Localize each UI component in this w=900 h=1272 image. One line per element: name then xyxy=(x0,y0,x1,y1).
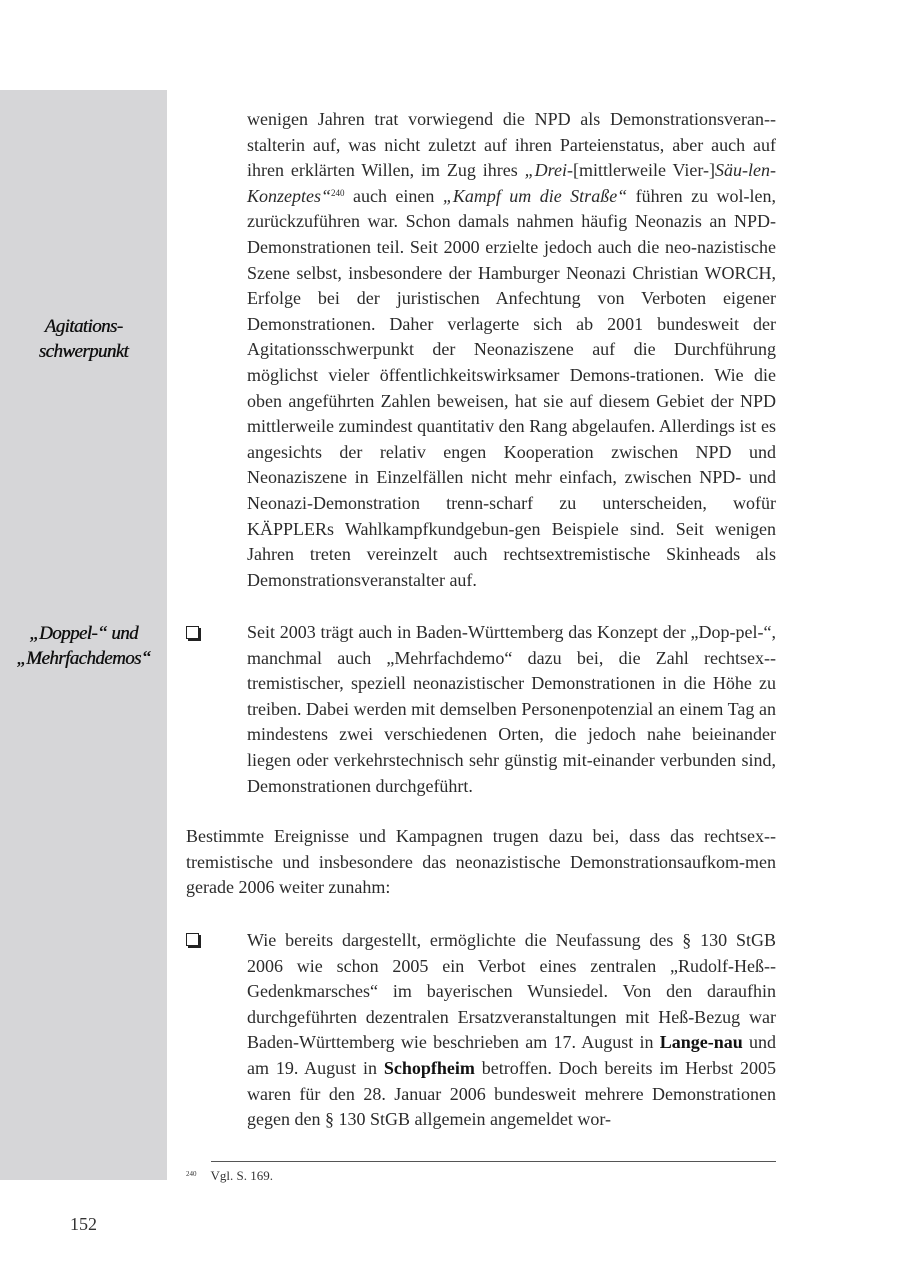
margin-note-line: „Mehrfachdemos“ xyxy=(16,648,151,669)
margin-note-line: Agitations- xyxy=(44,316,123,337)
footnote-text: Vgl. S. 169. xyxy=(210,1168,273,1183)
text-run: auch einen xyxy=(344,185,443,206)
checkbox-bullet-icon xyxy=(186,933,199,946)
footnote-mark: 240 xyxy=(186,1170,197,1178)
margin-note-line: schwerpunkt xyxy=(38,341,129,362)
text-run: Wie bereits dargestellt, ermöglichte die Neufassung des § 130 StGB 2006 wie schon 2005 ein Verbot eines zentralen „Rudolf-Heß-Gedenkmarsches“ im bayerischen Wunsiedel. Von den daraufhin durchgeführten dezentralen Ersatzveranstaltungen mit Heß-Bezug war Baden-Württemberg wie beschrieben am 17. August in xyxy=(247,930,776,1053)
place-name-langenau: Lange-nau xyxy=(659,1032,743,1053)
text-run: [mittlerweile Vier-] xyxy=(572,160,716,181)
text-run: führen zu wol-len, zurückzuführen war. Schon damals nahmen häufig Neonazis an NPD-Demonstrationen teil. Seit 2000 erzielte jedoch auch die neo-nazistische Szene selbst, insbesondere der Hamburger Neonazi Christian WORCH, Erfolge bei der juristischen Anfechtung von Verboten eigener Demonstrationen. Daher verlagerte sich ab 2001 bundesweit der Agitationsschwerpunkt der Neonaziszene auf die Durchführung möglichst vieler öffentlichkeitswirksamer Demons-trationen. Wie die oben angeführten Zahlen beweisen, hat sie auf diesem Gebiet der NPD mittlerweile zumindest quantitativ den Rang abgelaufen. Allerdings ist es angesichts der relativ engen Kooperation zwischen NPD und Neonaziszene in Einzelfällen nicht mehr einfach, zwischen NPD- und Neonazi-Demonstration trenn-scharf zu unterscheiden, wofür KÄPPLERs Wahlkampfkundgebun-gen Beispiele sind. Seit wenigen Jahren treten vereinzelt auch rechtsextremistische Skinheads als Demonstrationsveranstalter auf. xyxy=(247,185,777,590)
footnote-divider xyxy=(211,1161,776,1162)
text-run: wenigen Jahren trat vorwiegend die NPD als Demonstrationsveran-stalterin auf, was nicht zuletzt auf ihren Parteienstatus, aber auch auf ihren erklärten Willen, im Zug ihres xyxy=(247,109,776,181)
text-run: und am 19. August in xyxy=(247,1032,777,1078)
place-name-schopfheim: Schopfheim xyxy=(383,1057,475,1078)
checkbox-bullet-icon xyxy=(186,626,199,639)
body-paragraph-1 xyxy=(247,107,776,593)
text-run: betroffen. Doch bereits im Herbst 2005 waren für den 28. Januar 2006 bundesweit mehrere Demonstrationen gegen den § 130 StGB allgemein angemeldet wor- xyxy=(247,1057,776,1130)
margin-note-line: „Doppel-“ und xyxy=(29,623,138,644)
body-paragraph-2: Bestimmte Ereignisse und Kampagnen trugen dazu bei, dass das rechtsex-tremistische und insbesondere das neonazistische Demonstrationsaufkom-men gerade 2006 weiter zunahm: xyxy=(186,826,776,898)
bullet-paragraph-1: Seit 2003 trägt auch in Baden-Württemberg das Konzept der „Dop-pel-“, manchmal auch „Mehrfachdemo“ dazu bei, die Zahl rechtsex-tremistischer, speziell neonazistischer Demonstrationen in die Höhe zu treiben. Dabei werden mit demselben Personenpotenzial an einem Tag an mindestens zwei verschiedenen Orten, die jedoch nahe beieinander liegen oder verkehrstechnisch sehr günstig mit-einander verbunden sind, Demonstrationen durchgeführt. xyxy=(247,622,776,796)
footnote-reference: 240 xyxy=(331,187,345,198)
margin-note-doppel-mehrfachdemos xyxy=(0,621,167,671)
italic-run: Säu-len-Konzeptes“ xyxy=(247,160,776,206)
margin-note-agitationsschwerpunkt xyxy=(0,314,167,364)
italic-run: „Kampf um die Straße“ xyxy=(442,185,628,206)
bullet-paragraph-2 xyxy=(247,928,776,1133)
italic-run: „Drei- xyxy=(524,160,573,181)
page-number: 152 xyxy=(70,1214,97,1234)
footnote xyxy=(186,1168,273,1184)
